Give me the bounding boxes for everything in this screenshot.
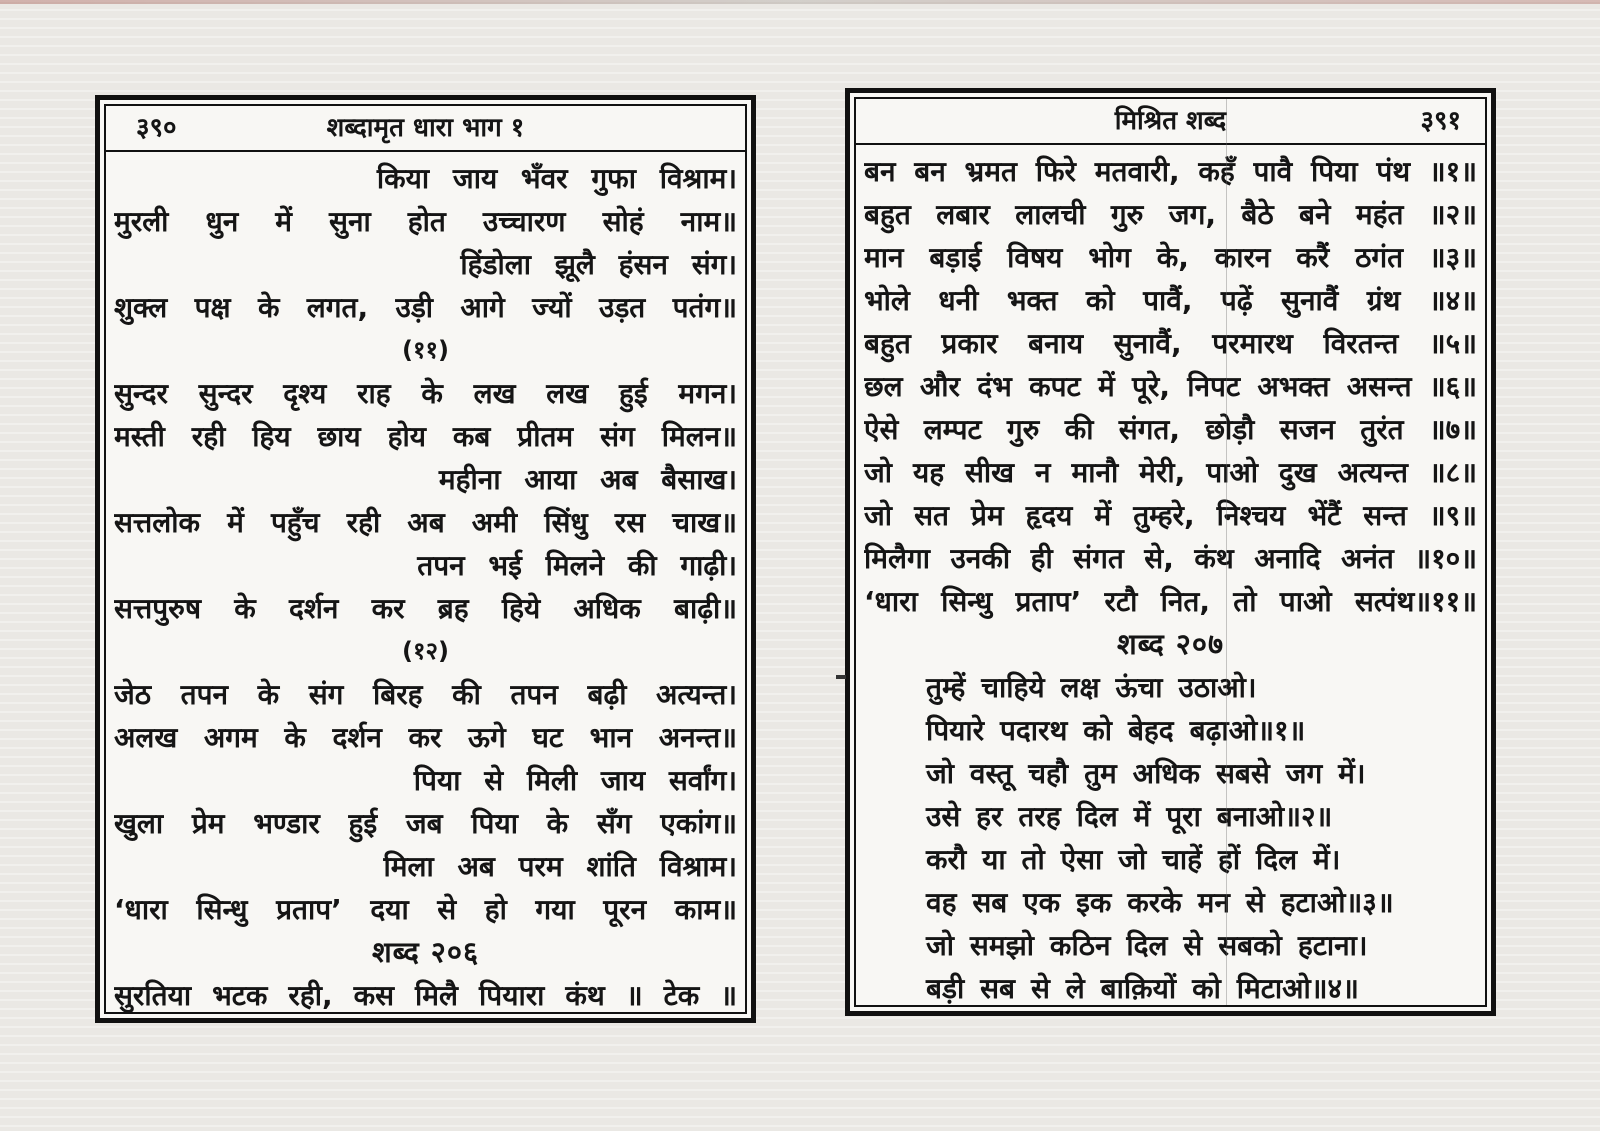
page-number: ३९० [136,113,177,143]
verse-line: सत्तपुरुष के दर्शन कर ब्रह हिये अधिक बाढ़ी॥ [114,592,737,625]
verse-line: बहुत लबार लालची गुरु जग, बैठे बने महंत ॥२॥ [864,198,1477,231]
verse-line: अलख अगम के दर्शन कर ऊगे घट भान अनन्त॥ [114,721,737,754]
left-page-body [106,152,745,1014]
verse-line: बन बन भ्रमत फिरे मतवारी, कहँ पावै पिया पंथ ॥१॥ [864,155,1477,188]
verse-line: सुरतिया भटक रही, कस मिलै पियारा कंथ ॥ टेक ॥ [114,979,737,1012]
page-header-title: शब्दामृत धारा भाग १ [326,113,525,143]
verse-line: ‘धारा सिन्धु प्रताप’ रटौ नित, तो पाओ सत्पंथ॥११॥ [864,585,1477,618]
verse-line: मिलैगा उनकी ही संगत से, कंथ अनादि अनंत ॥१०॥ [864,542,1477,575]
left-page-header [106,106,745,152]
verse-line: खुला प्रेम भण्डार हुई जब पिया के सँग एकांग॥ [114,807,737,840]
verse-line: जो सत प्रेम हृदय में तुम्हरे, निश्चय भेंटैं सन्त ॥९॥ [864,499,1477,532]
verse-line: मस्ती रही हिय छाय होय कब प्रीतम संग मिलन॥ [114,420,737,453]
verse-line: छल और दंभ कपट में पूरे, निपट अभक्त असन्त ॥६॥ [864,370,1477,403]
verse-line: मुरली धुन में सुना होत उच्चारण सोहं नाम॥ [114,205,737,238]
verse-line: तुम्हें चाहिये लक्ष ऊंचा उठाओ। [926,671,1257,704]
verse-line: महीना आया अब बैसाख। [438,463,737,496]
left-page-inner-frame [104,104,747,1014]
page-header-title: मिश्रित शब्द [1114,106,1227,136]
verse-line: हिंडोला झूलै हंसन संग। [460,248,737,281]
left-page [95,95,756,1023]
page-number: ३९१ [1420,106,1461,136]
right-page-header [856,99,1485,145]
verse-line: ऐसे लम्पट गुरु की संगत, छोड़ौ सजन तुरंत ॥७॥ [864,413,1477,446]
verse-line: ‘धारा सिन्धु प्रताप’ दया से हो गया पूरन काम॥ [114,893,737,926]
verse-number: (११) [402,336,449,364]
right-page [845,88,1496,1016]
verse-line: जो यह सीख न मानौ मेरी, पाओ दुख अत्यन्त ॥८॥ [864,456,1477,489]
verse-line: मान बड़ाई विषय भोग के, कारन करैं ठगंत ॥३॥ [864,241,1477,274]
shabda-heading: शब्द २०६ [371,935,480,969]
verse-line: किया जाय भँवर गुफा विश्राम। [376,162,737,195]
right-page-body [856,145,1485,1007]
verse-line: करौ या तो ऐसा जो चाहें हों दिल में। [926,843,1341,876]
verse-line: तपन भई मिलने की गाढ़ी। [417,549,737,582]
verse-line: पियारे पदारथ को बेहद बढ़ाओ॥१॥ [926,714,1306,747]
verse-line: जो समझो कठिन दिल से सबको हटाना। [926,929,1368,962]
verse-line: भोले धनी भक्त को पावैं, पढ़ें सुनावैं ग्रंथ ॥४॥ [864,284,1477,317]
verse-line: शुक्ल पक्ष के लगत, उड़ी आगे ज्यों उड़त पतंग॥ [114,291,737,324]
scan-margin-mark [836,675,846,679]
verse-line: बड़ी सब से ले बाक़ियों को मिटाओ॥४॥ [926,972,1359,1005]
verse-line: जो वस्तू चहौ तुम अधिक सबसे जग में। [926,757,1366,790]
verse-line: मिला अब परम शांति विश्राम। [383,850,737,883]
verse-number: (१२) [402,637,449,665]
scan-edge-artifact [0,0,1600,4]
verse-line: वह सब एक इक करके मन से हटाओ॥३॥ [926,886,1394,919]
verse-line: बहुत प्रकार बनाय सुनावैं, परमारथ विरतन्त ॥५॥ [864,327,1477,360]
verse-line: सत्तलोक में पहुँच रही अब अमी सिंधु रस चाख॥ [114,506,737,539]
verse-line: उसे हर तरह दिल में पूरा बनाओ॥२॥ [926,800,1333,833]
verse-line: जेठ तपन के संग बिरह की तपन बढ़ी अत्यन्त। [114,678,737,711]
verse-line: पिया से मिली जाय सर्वांग। [413,764,737,797]
shabda-heading: शब्द २०७ [1116,627,1225,661]
verse-line: सुन्दर सुन्दर दृश्य राह के लख लख हुई मगन। [114,377,737,410]
right-page-inner-frame [854,97,1487,1007]
